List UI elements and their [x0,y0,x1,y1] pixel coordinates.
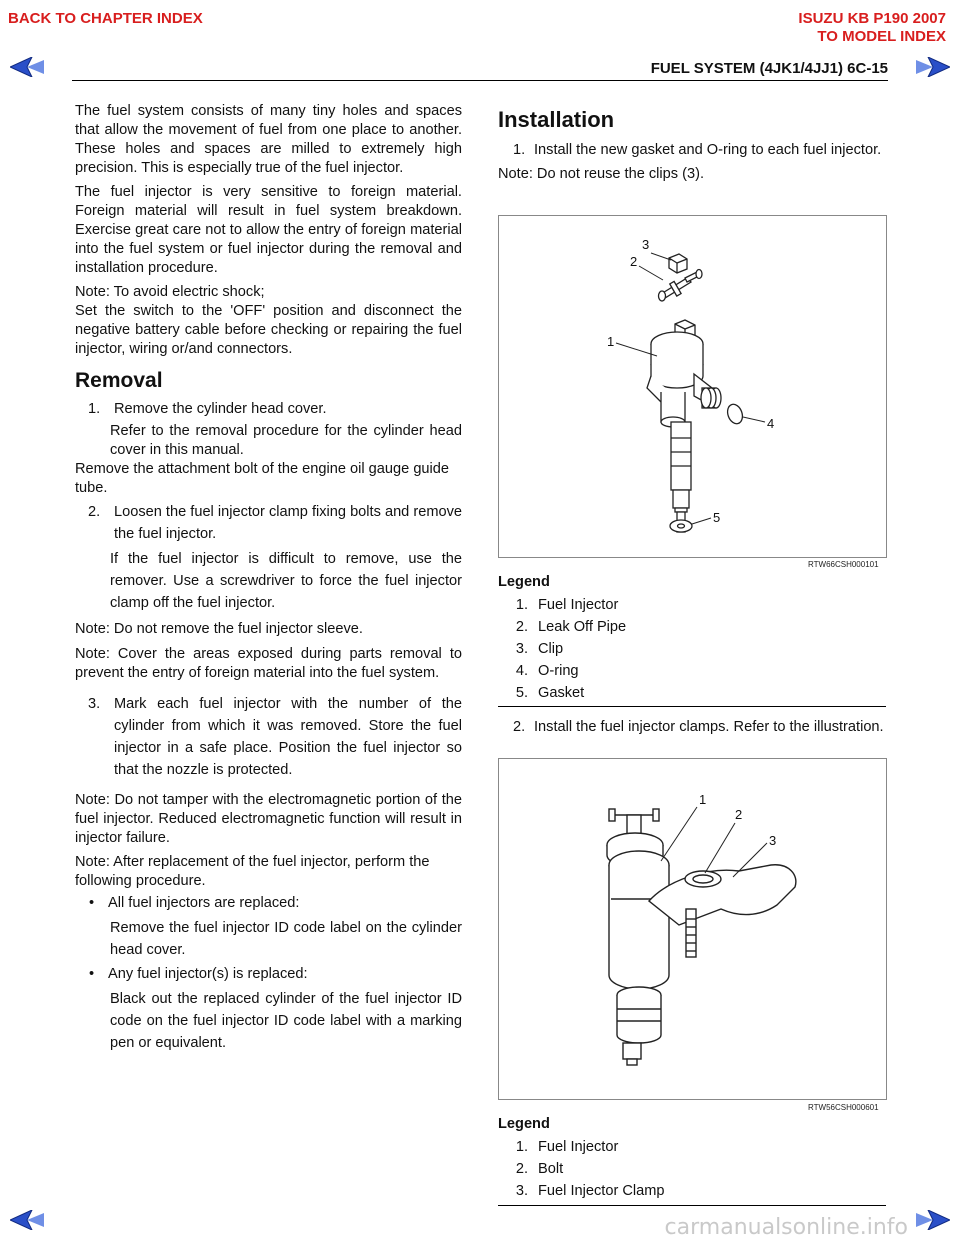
bullet-all-replaced [75,893,462,914]
note-electric-shock: Note: To avoid electric shock; [75,284,265,300]
legend-number: 2. [515,1161,528,1177]
removal-step-1-detail: Refer to the removal procedure for the cylinder head cover in this manual. [110,423,462,458]
legend-text: Fuel Injector [538,597,619,613]
legend-1-rule [498,706,886,707]
page-header-title: FUEL SYSTEM (4JK1/4JJ1) 6C-15 [650,60,888,77]
callout-2: 2 [630,254,638,269]
note-sleeve: Note: Do not remove the fuel injector sleeve. [75,621,363,637]
install-step-2 [498,716,886,738]
callout-4: 4 [767,416,775,431]
legend-title: Legend [498,1116,550,1132]
callout-2: 2 [735,807,743,822]
legend-text: Fuel Injector Clamp [538,1183,665,1199]
legend-text: Gasket [538,685,585,701]
previous-page-arrow-icon[interactable] [10,1210,44,1230]
watermark: carmanualsonline.info [664,1215,908,1240]
legend-2-rule [498,1205,886,1206]
legend-number: 4. [515,663,528,679]
installation-heading: Installation [498,107,615,132]
note-cover-areas: Note: Cover the areas exposed during parts removal to prevent the entry of foreign material into the fuel system. [75,646,462,681]
note-tamper: Note: Do not tamper with the electromagnetic portion of the fuel injector. Reduced electromagnetic function will result in injector failure. [75,792,462,846]
injector-clamp-illustration [499,759,886,1099]
legend-item [498,594,886,616]
previous-page-arrow-icon[interactable] [10,57,44,77]
legend-text: Clip [538,641,564,657]
legend-text: Fuel Injector [538,1139,619,1155]
legend-item [498,1180,886,1202]
step-number: 1. [88,401,101,417]
bullet-dot: • [88,895,95,911]
leader-line [692,518,711,524]
leader-line [743,417,765,422]
callout-5: 5 [713,510,721,525]
injector-exploded-illustration [499,216,886,557]
legend-text: O-ring [538,663,579,679]
step-number: 2. [88,504,101,520]
leader-line [639,266,663,280]
legend-text: Leak Off Pipe [538,619,627,635]
legend-2 [498,1114,886,1202]
left-column [75,102,462,1054]
figure-2-caption: RTW56CSH000601 [808,1103,879,1112]
model-title-link[interactable]: ISUZU KB P190 2007 [798,10,946,27]
next-page-arrow-icon[interactable] [916,1210,950,1230]
bullet-dot: • [88,966,95,982]
attachment-bolt-instruction: Remove the attachment bolt of the engine oil gauge guide tube. [75,461,450,496]
callout-1: 1 [699,792,707,807]
legend-1 [498,572,886,704]
step-text: Loosen the fuel injector clamp fixing bolts and remove the fuel injector. [114,504,463,542]
bullet-any-replaced [75,964,462,985]
back-to-chapter-index-link[interactable]: BACK TO CHAPTER INDEX [8,10,203,27]
figure-1-caption: RTW66CSH000101 [808,560,879,569]
legend-item [498,1158,886,1180]
legend-item [498,660,886,682]
to-model-index-link[interactable]: TO MODEL INDEX [817,28,946,45]
step-number: 2. [513,719,526,735]
removal-step-1 [75,400,462,419]
note-after-replacement: Note: After replacement of the fuel injector, perform the following procedure. [75,854,430,889]
leader-line [651,253,671,260]
legend-2-list [498,1136,886,1202]
step-text: Mark each fuel injector with the number of the cylinder from which it was removed. Store the fuel injector in a safe place. Position the fuel injector so that the nozzle is protected. [114,696,462,778]
right-column-step-2 [498,716,886,738]
figure-injector-clamp [498,758,887,1100]
intro-paragraph-2: The fuel injector is very sensitive to foreign material. Foreign material will result in fuel system breakdown. Exercise great care not to allow the entry of foreign material into the fuel system or fuel injector during the removal and installation procedure. [75,184,462,276]
legend-item [498,682,886,704]
legend-number: 1. [515,597,528,613]
step-text: Install the new gasket and O-ring to each fuel injector. [534,142,882,158]
legend-number: 5. [515,685,528,701]
legend-title: Legend [498,574,550,590]
step-text: Remove the cylinder head cover. [114,401,327,417]
leader-line [705,823,735,873]
header-rule [72,80,888,81]
leader-line [661,807,697,861]
right-column-top [498,107,886,184]
bullet-any-replaced-detail: Black out the replaced cylinder of the fuel injector ID code on the fuel injector ID code label with a marking pen or equivalent. [110,991,462,1051]
bullet-text: All fuel injectors are replaced: [108,895,300,911]
legend-number: 3. [515,641,528,657]
next-page-arrow-icon[interactable] [916,57,950,77]
note-electric-shock-detail: Set the switch to the 'OFF' position and disconnect the negative battery cable before checking or repairing the fuel injector, wiring or/and connectors. [75,303,462,357]
step-text: Install the fuel injector clamps. Refer to the illustration. [534,719,884,735]
figure-injector-exploded [498,215,887,558]
intro-paragraph-1: The fuel system consists of many tiny holes and spaces that allow the movement of fuel from one place to another. These holes and spaces are milled to extremely high precision. This is especially true of the fuel injector. [75,103,462,176]
callout-3: 3 [769,833,777,848]
step-number: 1. [513,142,526,158]
removal-heading: Removal [75,369,163,392]
step-number: 3. [88,696,101,712]
legend-item [498,638,886,660]
legend-item [498,616,886,638]
legend-1-list [498,594,886,704]
legend-number: 2. [515,619,528,635]
note-clips: Note: Do not reuse the clips (3). [498,166,705,182]
callout-3: 3 [642,237,650,252]
removal-step-3 [75,693,462,781]
legend-number: 3. [515,1183,528,1199]
bullet-all-replaced-detail: Remove the fuel injector ID code label on the cylinder head cover. [110,920,462,958]
legend-text: Bolt [538,1161,564,1177]
legend-item [498,1136,886,1158]
legend-number: 1. [515,1139,528,1155]
callout-1: 1 [607,334,615,349]
removal-step-2 [75,501,462,545]
bullet-text: Any fuel injector(s) is replaced: [108,966,308,982]
install-step-1 [498,139,886,161]
removal-step-2-detail: If the fuel injector is difficult to remove, use the remover. Use a screwdriver to force the fuel injector clamp off the fuel injector. [110,551,462,611]
